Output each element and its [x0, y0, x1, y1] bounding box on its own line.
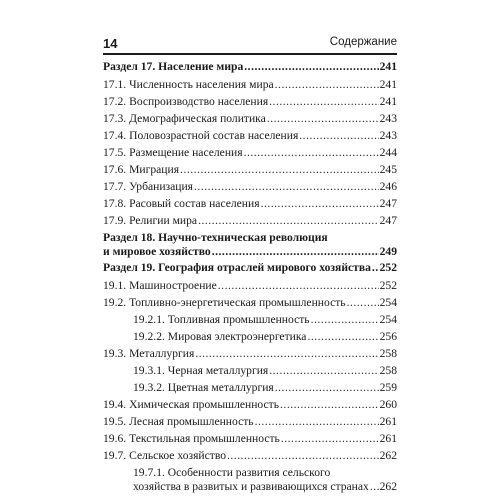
dot-leader — [281, 432, 379, 446]
page-header — [103, 36, 397, 54]
toc-entry-title: 17.8. Расовый состав населения — [103, 197, 260, 210]
toc-entry-page: 262 — [379, 480, 397, 493]
toc-entry — [103, 129, 397, 146]
dot-leader — [269, 364, 378, 378]
toc-entry-page: 254 — [379, 296, 397, 309]
dot-leader — [261, 197, 379, 211]
toc-entry-title: 19.3.1. Черная металлургия — [133, 364, 269, 377]
dot-leader — [267, 112, 379, 126]
toc-entry-title: Раздел 17. Население мира — [103, 60, 244, 73]
toc-entry-title: 19.5. Лесная промышленность — [103, 415, 254, 428]
toc-entry-page: 260 — [379, 398, 397, 411]
toc-entry-page: 245 — [379, 163, 397, 176]
toc-entry — [103, 279, 397, 296]
dot-leader — [311, 313, 379, 327]
toc-section-entry — [103, 60, 397, 78]
toc-entry-title: 19.3.2. Цветная металлургия — [133, 381, 274, 394]
toc-entry — [103, 197, 397, 214]
toc-entry-page: 241 — [379, 78, 397, 91]
toc-entry-title: 17.7. Урбанизация — [103, 180, 193, 193]
dot-leader — [198, 214, 379, 228]
dot-leader — [299, 129, 378, 143]
toc-entry — [103, 214, 397, 231]
toc-entry-title-line: 19.7.1. Особенности развития сельского — [133, 466, 331, 479]
dot-leader — [244, 146, 379, 160]
toc-entry-page: 254 — [379, 313, 397, 326]
toc-entry — [103, 466, 397, 496]
toc-entry-page: 252 — [379, 261, 397, 274]
dot-leader — [347, 296, 379, 310]
dot-leader — [180, 163, 379, 177]
toc-entry — [103, 381, 397, 398]
toc-entry-title: 19.6. Текстильная промышленность — [103, 432, 280, 445]
toc-entry-title: 17.2. Воспроизводство населения — [103, 95, 269, 108]
header-rule — [103, 53, 397, 55]
toc-entry-title: 19.4. Химическая промышленность — [103, 398, 280, 411]
toc-entry-title: 17.6. Миграция — [103, 163, 180, 176]
toc-entry-title: 19.2. Топливно-энергетическая промышленность — [103, 296, 346, 309]
dot-leader — [244, 60, 378, 74]
toc-entry-title: 19.2.2. Мировая электроэнергетика — [133, 330, 307, 343]
toc-entry — [103, 330, 397, 347]
toc-entry-page: 243 — [379, 129, 397, 142]
toc-entry-page: 261 — [379, 415, 397, 428]
toc-entry-page: 258 — [379, 347, 397, 360]
toc-entry — [103, 449, 397, 466]
toc-entry-page: 256 — [379, 330, 397, 343]
toc-entry — [103, 95, 397, 112]
toc-entry-page: 246 — [379, 180, 397, 193]
toc-entry-page: 241 — [379, 60, 397, 73]
toc-entry-title: 19.3. Металлургия — [103, 347, 195, 360]
toc-section-entry — [103, 261, 397, 279]
toc-entry-title: хозяйства в развитых и развивающихся странах — [133, 480, 369, 493]
toc-entry — [103, 296, 397, 313]
dot-leader — [227, 449, 379, 463]
toc-entry-title-line: Раздел 18. Научно-техническая революция — [103, 231, 328, 244]
toc-entry-page: 261 — [379, 432, 397, 445]
dot-leader — [370, 480, 379, 494]
toc-entry-title: 17.4. Половозрастной состав населения — [103, 129, 299, 142]
toc-entry-title: 17.5. Размещение населения — [103, 146, 243, 159]
toc-entry-page: 258 — [379, 364, 397, 377]
toc-entry — [103, 146, 397, 163]
dot-leader — [269, 95, 378, 109]
table-of-contents — [103, 60, 397, 496]
running-title: Содержание — [329, 36, 397, 48]
toc-entry-page: 252 — [379, 279, 397, 292]
toc-entry-page: 241 — [379, 95, 397, 108]
toc-entry — [103, 78, 397, 95]
dot-leader — [212, 245, 379, 259]
toc-entry-page: 262 — [379, 449, 397, 462]
dot-leader — [195, 347, 378, 361]
toc-entry-title: 19.7. Сельское хозяйство — [103, 449, 227, 462]
toc-entry — [103, 112, 397, 129]
toc-entry — [103, 398, 397, 415]
toc-section-entry — [103, 231, 397, 261]
toc-entry — [103, 415, 397, 432]
toc-entry-title: 17.3. Демографическая политика — [103, 112, 266, 125]
toc-entry — [103, 180, 397, 197]
toc-entry — [103, 364, 397, 381]
toc-entry-title: 17.1. Численность населения мира — [103, 78, 274, 91]
dot-leader — [275, 381, 379, 395]
toc-entry — [103, 163, 397, 180]
toc-entry-page: 247 — [379, 214, 397, 227]
toc-entry — [103, 313, 397, 330]
dot-leader — [307, 330, 378, 344]
dot-leader — [218, 279, 379, 293]
toc-entry-page: 259 — [379, 381, 397, 394]
toc-entry-page: 243 — [379, 112, 397, 125]
toc-entry-title: и мировое хозяйство — [103, 245, 211, 258]
dot-leader — [275, 78, 379, 92]
toc-entry-page: 247 — [379, 197, 397, 210]
toc-entry-title: 19.2.1. Топливная промышленность — [133, 313, 310, 326]
toc-entry-title: 19.1. Машиностроение — [103, 279, 217, 292]
dot-leader — [372, 261, 379, 275]
toc-entry-title: 17.9. Религии мира — [103, 214, 198, 227]
dot-leader — [194, 180, 379, 194]
toc-entry — [103, 432, 397, 449]
dot-leader — [255, 415, 379, 429]
toc-entry-page: 249 — [379, 245, 397, 258]
toc-entry-title: Раздел 19. География отраслей мирового хозяйства — [103, 261, 371, 274]
toc-entry — [103, 347, 397, 364]
dot-leader — [280, 398, 379, 412]
page-number: 14 — [103, 36, 118, 51]
toc-entry-page: 244 — [379, 146, 397, 159]
